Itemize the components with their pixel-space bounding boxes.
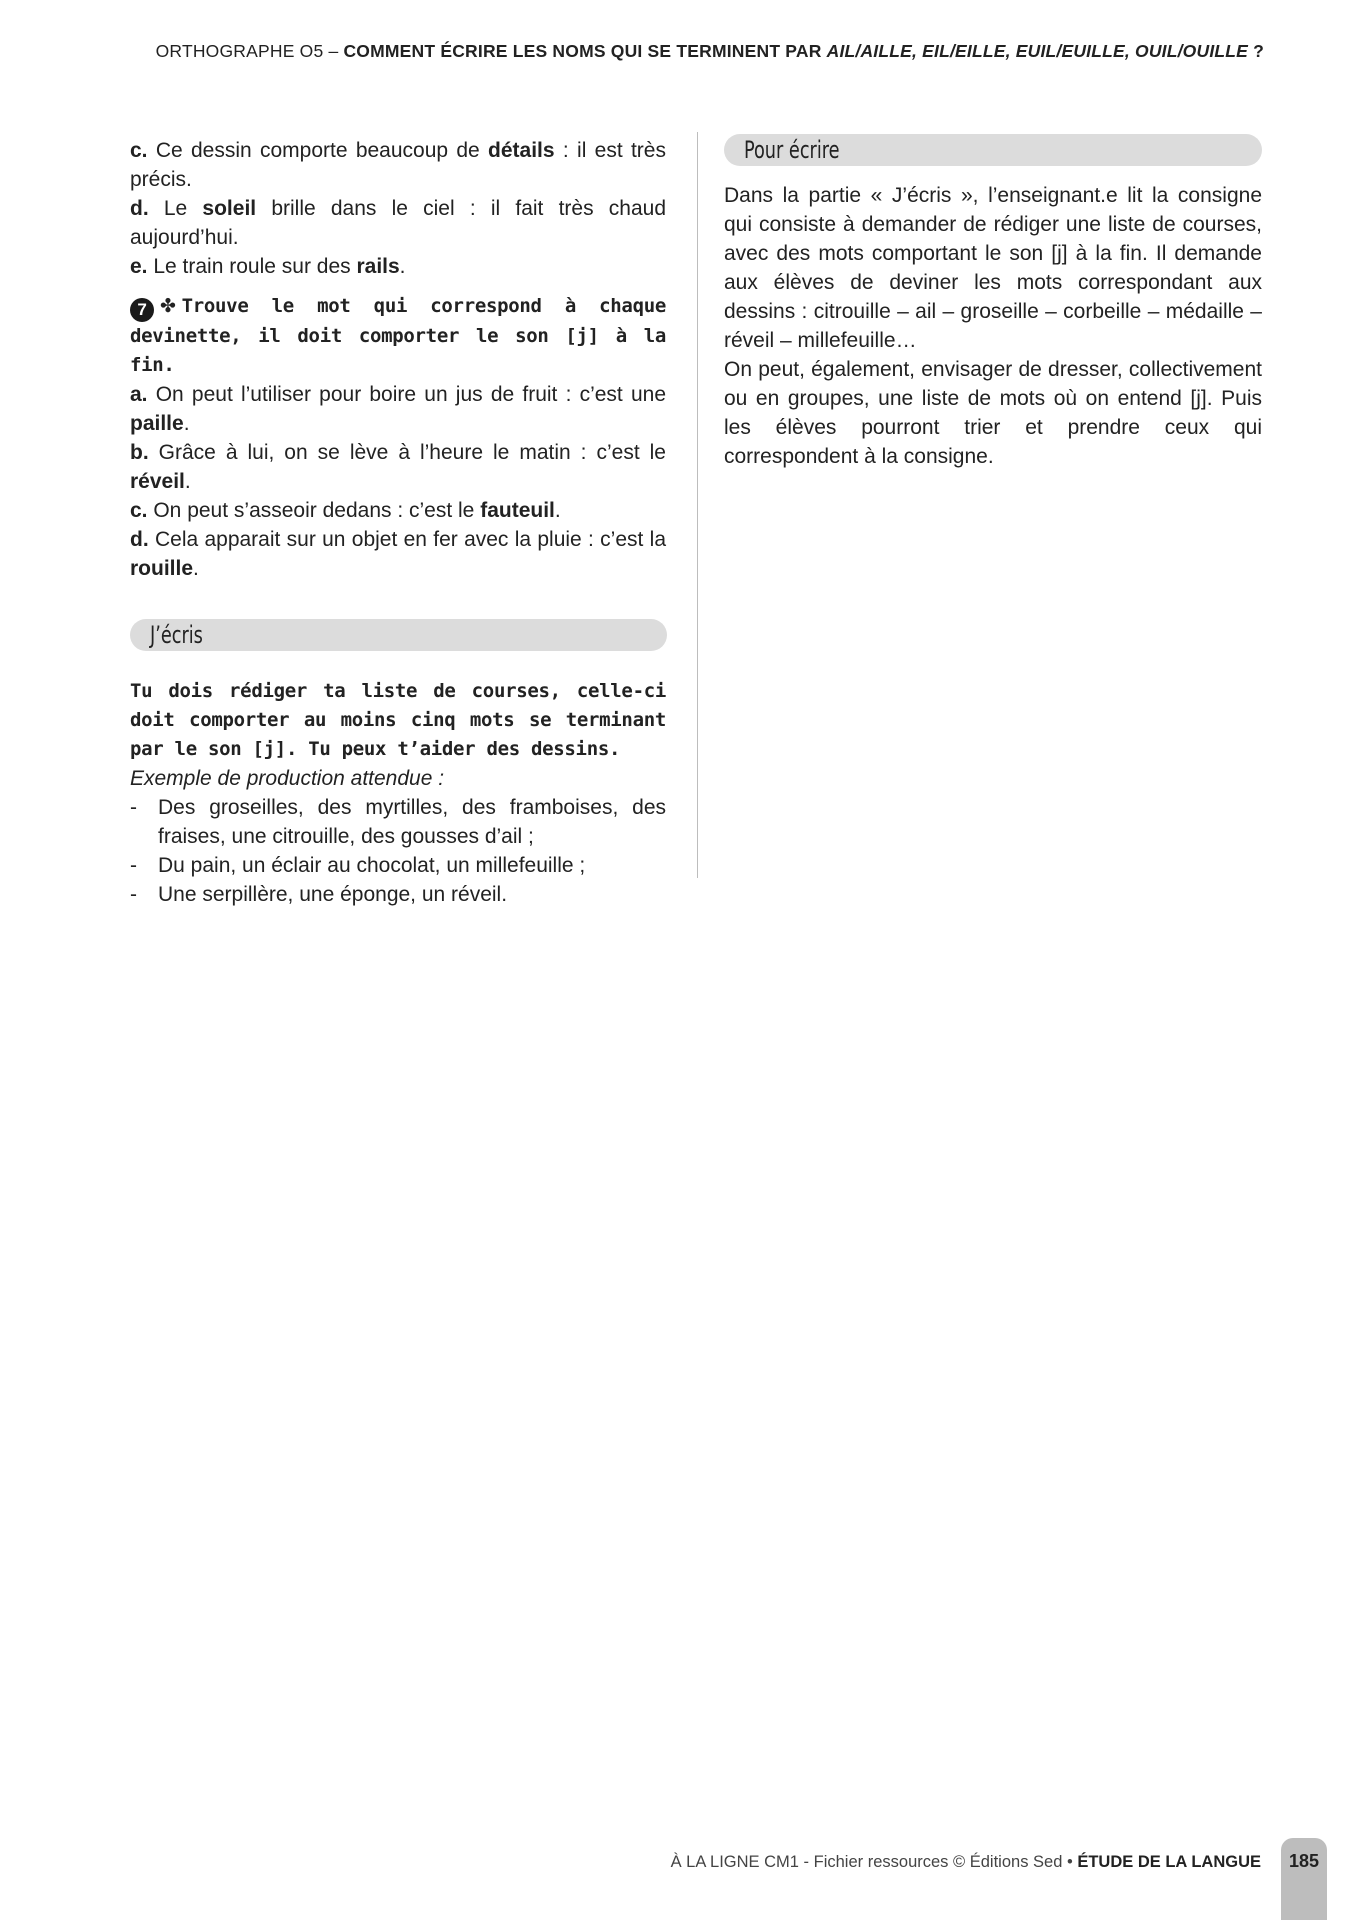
list-item: - Du pain, un éclair au chocolat, un millefeuille ; — [130, 854, 586, 877]
answer-item: a. On peut l’utiliser pour boire un jus de fruit : c’est une paille. — [130, 383, 666, 435]
page-number: 185 — [1288, 1851, 1320, 1871]
exercise-7-answers — [130, 380, 666, 583]
column-divider — [697, 132, 698, 878]
jecris-section-heading — [130, 619, 667, 651]
list-item: - Une serpillère, une éponge, un réveil. — [130, 883, 508, 906]
header-question-mark: ? — [1248, 41, 1264, 61]
header-endings: AIL/AILLE, EIL/EILLE, EUIL/EUILLE, OUIL/OUILLE — [826, 41, 1249, 61]
teacher-note-paragraph: Dans la partie « J’écris », l’enseignant.e lit la consigne qui consiste à demander de rédiger une liste de courses, avec des mots comportant le son [j] à la fin. Il demande aux élèves de deviner les mots correspondant aux dessins : citrouille – ail – groseille – corbeille – médaille – réveil – millefeuille… — [724, 184, 1262, 352]
answer-item: e. Le train roule sur des rails. — [130, 255, 406, 278]
answer-item: c. On peut s’asseoir dedans : c’est le fauteuil. — [130, 499, 561, 522]
footer-source: À LA LIGNE CM1 - Fichier ressources © Éditions Sed — [670, 1853, 1063, 1871]
jecris-heading-text: J’écris — [150, 621, 203, 649]
teacher-note-paragraph: On peut, également, envisager de dresser, collectivement ou en groupes, une liste de mots où on entend [j]. Puis les élèves pourront trier et prendre ceux qui correspondent à la consigne. — [724, 358, 1262, 468]
exercise-7-title — [130, 292, 666, 380]
clover-icon: ✤ — [160, 295, 176, 317]
header-title: COMMENT ÉCRIRE LES NOMS QUI SE TERMINENT PAR — [343, 41, 827, 61]
footer-section: ÉTUDE DE LA LANGUE — [1077, 1853, 1261, 1871]
answer-item: d. Cela apparait sur un objet en fer avec la pluie : c’est la rouille. — [130, 528, 666, 580]
example-label: Exemple de production attendue : — [130, 767, 445, 790]
answer-item: d. Le soleil brille dans le ciel : il fait très chaud aujourd’hui. — [130, 197, 667, 249]
page-number-tab — [1281, 1838, 1327, 1920]
answer-item: b. Grâce à lui, on se lève à l’heure le matin : c’est le réveil. — [130, 441, 666, 493]
page-footer — [671, 1853, 1261, 1872]
footer-bullet: • — [1062, 1853, 1078, 1871]
answers-top — [130, 136, 666, 281]
teacher-notes — [724, 181, 1262, 471]
pour-ecrire-section-heading — [724, 134, 1262, 166]
jecris-instruction: Tu dois rédiger ta liste de courses, celle-ci doit comporter au moins cinq mots se terminant par le son [j]. Tu peux t’aider des dessins. — [130, 680, 666, 760]
header-prefix: ORTHOGRAPHE O5 – — [155, 41, 344, 61]
page-header — [119, 41, 1264, 62]
pour-ecrire-heading-text: Pour écrire — [744, 136, 840, 164]
exercise-number-badge: 7 — [130, 298, 154, 322]
right-column — [724, 136, 1262, 471]
answer-item: c. Ce dessin comporte beaucoup de détails : il est très précis. — [130, 139, 666, 191]
left-column — [130, 136, 666, 909]
exercise-instruction: Trouve le mot qui correspond à chaque devinette, il doit comporter le son [j] à la fin. — [130, 295, 666, 376]
list-item: - Des groseilles, des myrtilles, des framboises, des fraises, une citrouille, des gousses d’ail ; — [130, 796, 666, 848]
